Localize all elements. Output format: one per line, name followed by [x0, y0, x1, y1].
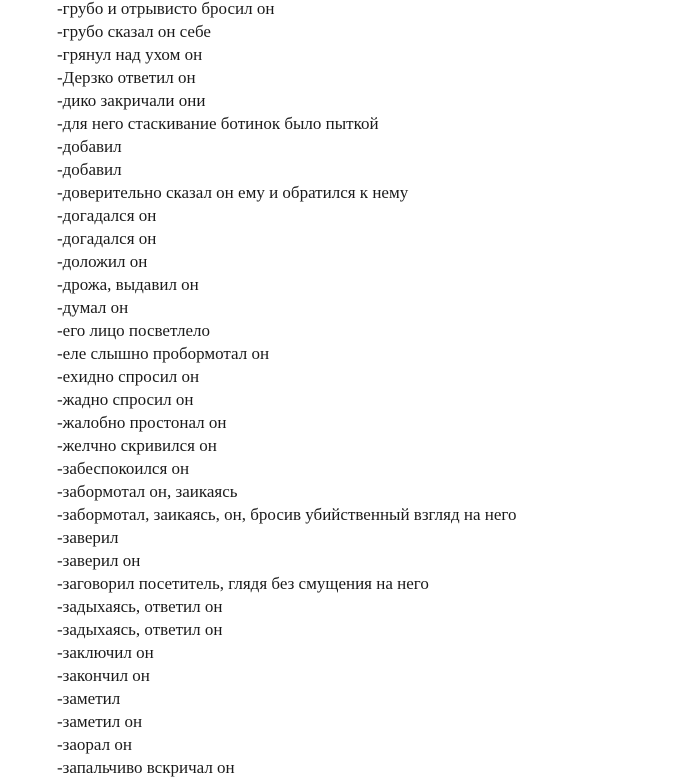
- phrase-line: -заверил он: [57, 551, 141, 570]
- phrase-line: -жадно спросил он: [57, 390, 194, 409]
- phrase-line: -добавил: [57, 160, 122, 179]
- phrase-list: [57, 0, 516, 779]
- phrase-line: -желчно скривился он: [57, 436, 217, 455]
- phrase-line: -Дерзко ответил он: [57, 68, 196, 87]
- phrase-line: -добавил: [57, 137, 122, 156]
- phrase-line: -забормотал он, заикаясь: [57, 482, 238, 501]
- phrase-line: -заметил: [57, 689, 121, 708]
- phrase-line: -заговорил посетитель, глядя без смущения на него: [57, 574, 429, 593]
- phrase-line: -грянул над ухом он: [57, 45, 203, 64]
- phrase-line: -закончил он: [57, 666, 150, 685]
- phrase-line: -заверил: [57, 528, 119, 547]
- phrase-line: -еле слышно пробормотал он: [57, 344, 270, 363]
- phrase-line: -ехидно спросил он: [57, 367, 200, 386]
- phrase-line: -запальчиво вскричал он: [57, 758, 235, 777]
- phrase-line: -доверительно сказал он ему и обратился к нему: [57, 183, 409, 202]
- phrase-line: -задыхаясь, ответил он: [57, 597, 223, 616]
- phrase-line: -грубо сказал он себе: [57, 22, 211, 41]
- phrase-line: -для него стаскивание ботинок было пыткой: [57, 114, 379, 133]
- phrase-line: -дико закричали они: [57, 91, 206, 110]
- phrase-line: -заорал он: [57, 735, 132, 754]
- phrase-line: -забеспокоился он: [57, 459, 190, 478]
- phrase-line: -доложил он: [57, 252, 148, 271]
- phrase-line: -дрожа, выдавил он: [57, 275, 199, 294]
- phrase-line: -догадался он: [57, 206, 157, 225]
- phrase-line: -его лицо посветлело: [57, 321, 210, 340]
- phrase-line: -заметил он: [57, 712, 143, 731]
- phrase-line: -задыхаясь, ответил он: [57, 620, 223, 639]
- phrase-line: -жалобно простонал он: [57, 413, 227, 432]
- phrase-line: -забормотал, заикаясь, он, бросив убийственный взгляд на него: [57, 505, 517, 524]
- phrase-line: -грубо и отрывисто бросил он: [57, 0, 275, 18]
- phrase-line: -заключил он: [57, 643, 154, 662]
- phrase-line: -думал он: [57, 298, 129, 317]
- phrase-line: -догадался он: [57, 229, 157, 248]
